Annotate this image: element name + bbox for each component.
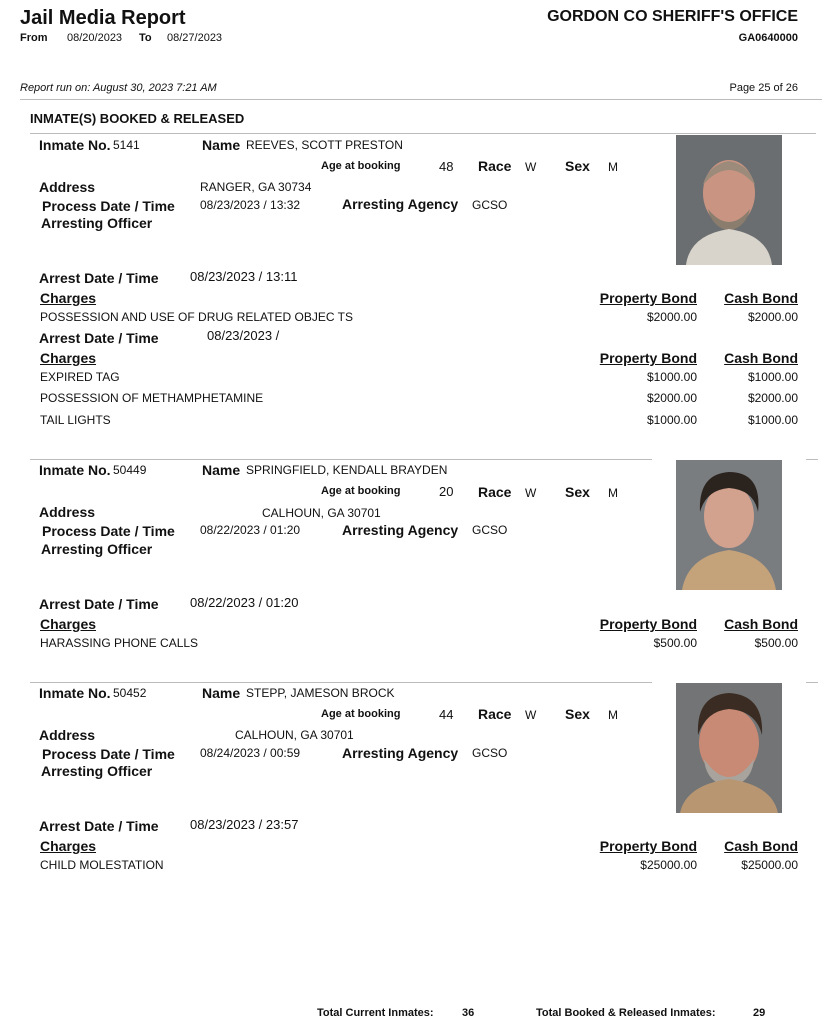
cash-bond-value: $1000.00 <box>747 413 798 427</box>
sex-label: Sex <box>565 158 590 174</box>
race-label: Race <box>478 484 512 500</box>
cash-bond-value: $1000.00 <box>747 370 798 384</box>
inmate-name: SPRINGFIELD, KENDALL BRAYDEN <box>246 463 448 477</box>
address-value: CALHOUN, GA 30701 <box>262 506 381 520</box>
sex-label: Sex <box>565 706 590 722</box>
arrest-datetime: 08/23/2023 / 13:11 <box>190 269 298 284</box>
officer-label: Arresting Officer <box>41 215 153 231</box>
sex-value: M <box>608 708 618 722</box>
cash-bond-value: $2000.00 <box>747 391 798 405</box>
inmate-name: REEVES, SCOTT PRESTON <box>246 138 403 152</box>
charges-header: Charges <box>40 290 97 306</box>
property-bond-value: $500.00 <box>653 636 697 650</box>
agency-value: GCSO <box>472 746 508 760</box>
arrest-datetime: 08/23/2023 / 23:57 <box>190 817 299 832</box>
officer-label: Arresting Officer <box>41 763 153 779</box>
property-bond-value: $2000.00 <box>646 391 697 405</box>
property-bond-value: $1000.00 <box>646 413 697 427</box>
name-label: Name <box>202 685 241 701</box>
charge-description: HARASSING PHONE CALLS <box>40 636 199 650</box>
race-label: Race <box>478 158 512 174</box>
agency-label: Arresting Agency <box>342 196 459 212</box>
report-title: Jail Media Report <box>20 7 186 29</box>
page-number: Page 25 of 26 <box>729 82 798 94</box>
age-label: Age at booking <box>321 160 401 172</box>
age-label: Age at booking <box>321 708 401 720</box>
age-label: Age at booking <box>321 485 401 497</box>
process-value: 08/24/2023 / 00:59 <box>200 746 301 760</box>
process-label: Process Date / Time <box>42 523 175 539</box>
property-bond-value: $2000.00 <box>646 310 697 324</box>
charge-description: CHILD MOLESTATION <box>40 858 164 872</box>
property-bond-header: Property Bond <box>599 616 697 632</box>
address-label: Address <box>39 504 96 520</box>
charges-header: Charges <box>40 616 97 632</box>
property-bond-value: $1000.00 <box>646 370 697 384</box>
age-value: 20 <box>439 484 454 499</box>
office-name: GORDON CO SHERIFF'S OFFICE <box>547 8 798 25</box>
race-value: W <box>525 708 537 722</box>
property-bond-header: Property Bond <box>599 838 697 854</box>
officer-label: Arresting Officer <box>41 541 153 557</box>
total-current-label: Total Current Inmates: <box>317 1007 434 1019</box>
race-value: W <box>525 486 537 500</box>
property-bond-value: $25000.00 <box>640 858 697 872</box>
mugshot-photo <box>676 135 782 265</box>
total-current-value: 36 <box>462 1007 475 1019</box>
sex-value: M <box>608 486 618 500</box>
mugshot-photo <box>676 683 782 813</box>
cash-bond-value: $2000.00 <box>747 310 798 324</box>
charges-header: Charges <box>40 350 97 366</box>
property-bond-header: Property Bond <box>599 350 697 366</box>
cash-bond-header: Cash Bond <box>724 838 798 854</box>
agency-value: GCSO <box>472 523 508 537</box>
to-label: To <box>139 32 152 44</box>
agency-label: Arresting Agency <box>342 745 459 761</box>
inmate-no-label: Inmate No. <box>39 137 111 153</box>
inmate-no: 50449 <box>113 463 147 477</box>
record-divider <box>30 459 652 460</box>
agency-value: GCSO <box>472 198 508 212</box>
record-divider-stub <box>806 459 818 460</box>
section-title: INMATE(S) BOOKED & RELEASED <box>30 111 245 126</box>
inmate-no: 50452 <box>113 686 147 700</box>
record-divider <box>30 682 652 683</box>
age-value: 48 <box>439 159 454 174</box>
person-silhouette-icon <box>676 135 782 265</box>
arrest-label: Arrest Date / Time <box>39 270 159 286</box>
section-divider <box>30 133 816 134</box>
address-label: Address <box>39 727 96 743</box>
arrest-label: Arrest Date / Time <box>39 596 159 612</box>
charges-header: Charges <box>40 838 97 854</box>
mugshot-photo <box>676 460 782 590</box>
total-booked-label: Total Booked & Released Inmates: <box>536 1007 716 1019</box>
address-value: RANGER, GA 30734 <box>200 180 312 194</box>
name-label: Name <box>202 462 241 478</box>
charge-description: TAIL LIGHTS <box>40 413 111 427</box>
name-label: Name <box>202 137 241 153</box>
arrest-datetime: 08/22/2023 / 01:20 <box>190 595 299 610</box>
from-date: 08/20/2023 <box>67 32 123 44</box>
person-silhouette-icon <box>676 460 782 590</box>
process-value: 08/23/2023 / 13:32 <box>200 198 301 212</box>
inmate-name: STEPP, JAMESON BROCK <box>246 686 395 700</box>
race-label: Race <box>478 706 512 722</box>
agency-label: Arresting Agency <box>342 522 459 538</box>
arrest-label: Arrest Date / Time <box>39 818 159 834</box>
age-value: 44 <box>439 707 454 722</box>
office-code: GA0640000 <box>738 32 798 44</box>
header-divider <box>20 99 822 100</box>
process-value: 08/22/2023 / 01:20 <box>200 523 301 537</box>
sex-label: Sex <box>565 484 590 500</box>
arrest-label: Arrest Date / Time <box>39 330 159 346</box>
from-label: From <box>20 32 48 44</box>
race-value: W <box>525 160 537 174</box>
charge-description: POSSESSION OF METHAMPHETAMINE <box>40 391 264 405</box>
charge-description: POSSESSION AND USE OF DRUG RELATED OBJEC TS <box>40 310 353 324</box>
cash-bond-value: $500.00 <box>754 636 798 650</box>
address-value: CALHOUN, GA 30701 <box>235 728 354 742</box>
to-date: 08/27/2023 <box>167 32 223 44</box>
record-divider-stub <box>806 682 818 683</box>
inmate-no-label: Inmate No. <box>39 685 111 701</box>
charge-description: EXPIRED TAG <box>40 370 120 384</box>
total-booked-value: 29 <box>753 1007 766 1019</box>
inmate-no: 5141 <box>113 138 140 152</box>
cash-bond-value: $25000.00 <box>741 858 798 872</box>
report-run-on: Report run on: August 30, 2023 7:21 AM <box>20 82 217 94</box>
cash-bond-header: Cash Bond <box>724 350 798 366</box>
inmate-no-label: Inmate No. <box>39 462 111 478</box>
address-label: Address <box>39 179 96 195</box>
property-bond-header: Property Bond <box>599 290 697 306</box>
arrest-datetime: 08/23/2023 / <box>207 328 280 343</box>
cash-bond-header: Cash Bond <box>724 616 798 632</box>
cash-bond-header: Cash Bond <box>724 290 798 306</box>
sex-value: M <box>608 160 618 174</box>
process-label: Process Date / Time <box>42 198 175 214</box>
person-silhouette-icon <box>676 683 782 813</box>
process-label: Process Date / Time <box>42 746 175 762</box>
